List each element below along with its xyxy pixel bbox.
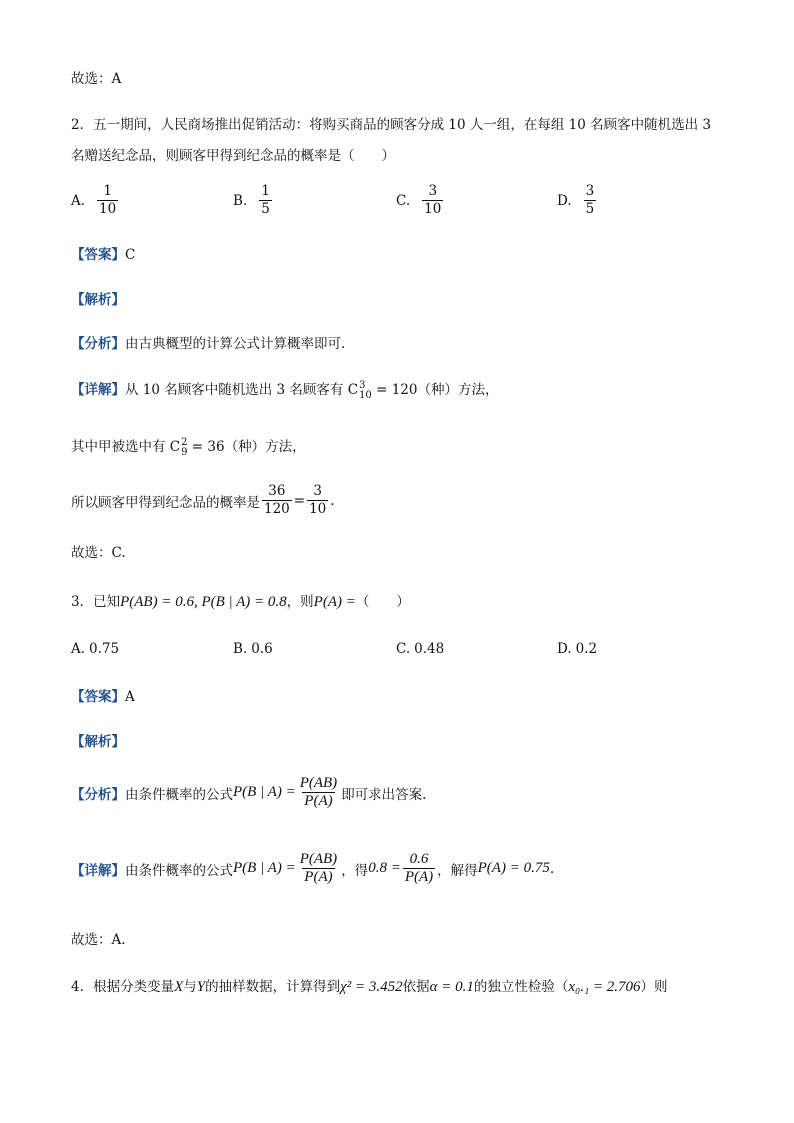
previous-answer: 故选：A [71,71,122,87]
fraction: $\frac{P(AB)}{P(A)}$ [299,851,338,885]
q3-answer [71,685,135,705]
option-label: A. [71,192,86,209]
fraction: $\frac{0.6}{P(A)}$ [404,851,434,885]
q3-stem: 3．已知P(AB) = 0.6, P(B | A) = 0.8，则P(A) =（ ） [71,594,410,610]
answer-value: A [125,689,135,705]
q2-answer [71,243,135,263]
fraction: $\frac{P(AB)}{P(A)}$ [299,775,338,809]
option-fraction: $\frac{3}{5}$ [585,183,595,217]
answer-tag: 【答案】 [71,689,125,705]
fraction: $\frac{3}{10}$ [309,483,327,517]
q2-detail-3: 所以顾客甲得到纪念品的概率是 $\frac{36}{120}$ = $\frac{3}{10}$ . [71,483,335,517]
q3-fenxi: 【分析】 由条件概率的公式 P(B | A) = $\frac{P(AB)}{P(A)}$ 即可求出答案. [71,775,427,809]
q3-option-b [233,641,273,657]
q2-stem-line1: 2．五一期间，人民商场推出促销活动：将购买商品的顾客分成 10 人一组，在每组 10 名顾客中随机选出 3 [71,117,711,133]
fraction: $\frac{36}{120}$ [264,483,290,517]
q2-detail-1: 【详解】从 10 名顾客中随机选出 3 名顾客有 C 3 10 = 120（种）方法， [71,379,499,401]
q4-stem: 4．根据分类变量X与Y的抽样数据，计算得到χ² = 3.452依据α = 0.1的独立性检验（x₀.₁ = 2.706）则 [71,979,668,995]
q3-conclusion: 故选：A. [71,932,126,948]
option-value: 0.75 [89,641,120,657]
q3-analysis [71,730,125,750]
q3-option-c [396,641,444,657]
answer-value: C [125,247,136,263]
option-value: 0.6 [251,641,273,657]
q3-detail: 【详解】 由条件概率的公式 P(B | A) = $\frac{P(AB)}{P(A)}$ ，得 0.8 = $\frac{0.6}{P(A)}$ ，解得 P(A) = 0.75 . [71,851,555,885]
option-fraction: $\frac{1}{10}$ [99,183,117,217]
q2-option-b [233,183,274,218]
q2-conclusion: 故选：C. [71,545,126,561]
fenxi-tag: 【分析】 [71,786,125,803]
q2-option-a [71,183,120,218]
answer-tag: 【答案】 [71,247,125,263]
q3-option-a [71,641,119,657]
option-label: D. [557,192,572,209]
q2-detail-2: 其中甲被选中有 C 2 9 = 36（种）方法， [71,436,306,458]
analysis-tag: 【解析】 [71,734,125,750]
option-fraction: $\frac{3}{10}$ [424,183,442,217]
option-label: D. [557,641,572,657]
option-label: B. [233,192,248,209]
q2-option-d [557,183,598,218]
detail-tag: 【详解】 [71,862,125,879]
option-label: B. [233,641,248,657]
q2-analysis [71,288,125,308]
option-value: 0.48 [414,641,445,657]
q2-option-c [396,183,445,218]
detail-tag: 【详解】 [71,382,125,398]
analysis-tag: 【解析】 [71,292,125,308]
option-fraction: $\frac{1}{5}$ [261,183,270,217]
option-value: 0.2 [575,641,598,657]
q3-option-d [557,641,597,657]
q2-fenxi [71,332,345,352]
option-label: A. [71,641,86,657]
fenxi-text: 由古典概型的计算公式计算概率即可. [125,336,346,352]
q2-stem-line2: 名赠送纪念品，则顾客甲得到纪念品的概率是（ ） [71,148,395,164]
option-label: C. [396,641,411,657]
option-label: C. [396,192,411,209]
fenxi-tag: 【分析】 [71,336,125,352]
